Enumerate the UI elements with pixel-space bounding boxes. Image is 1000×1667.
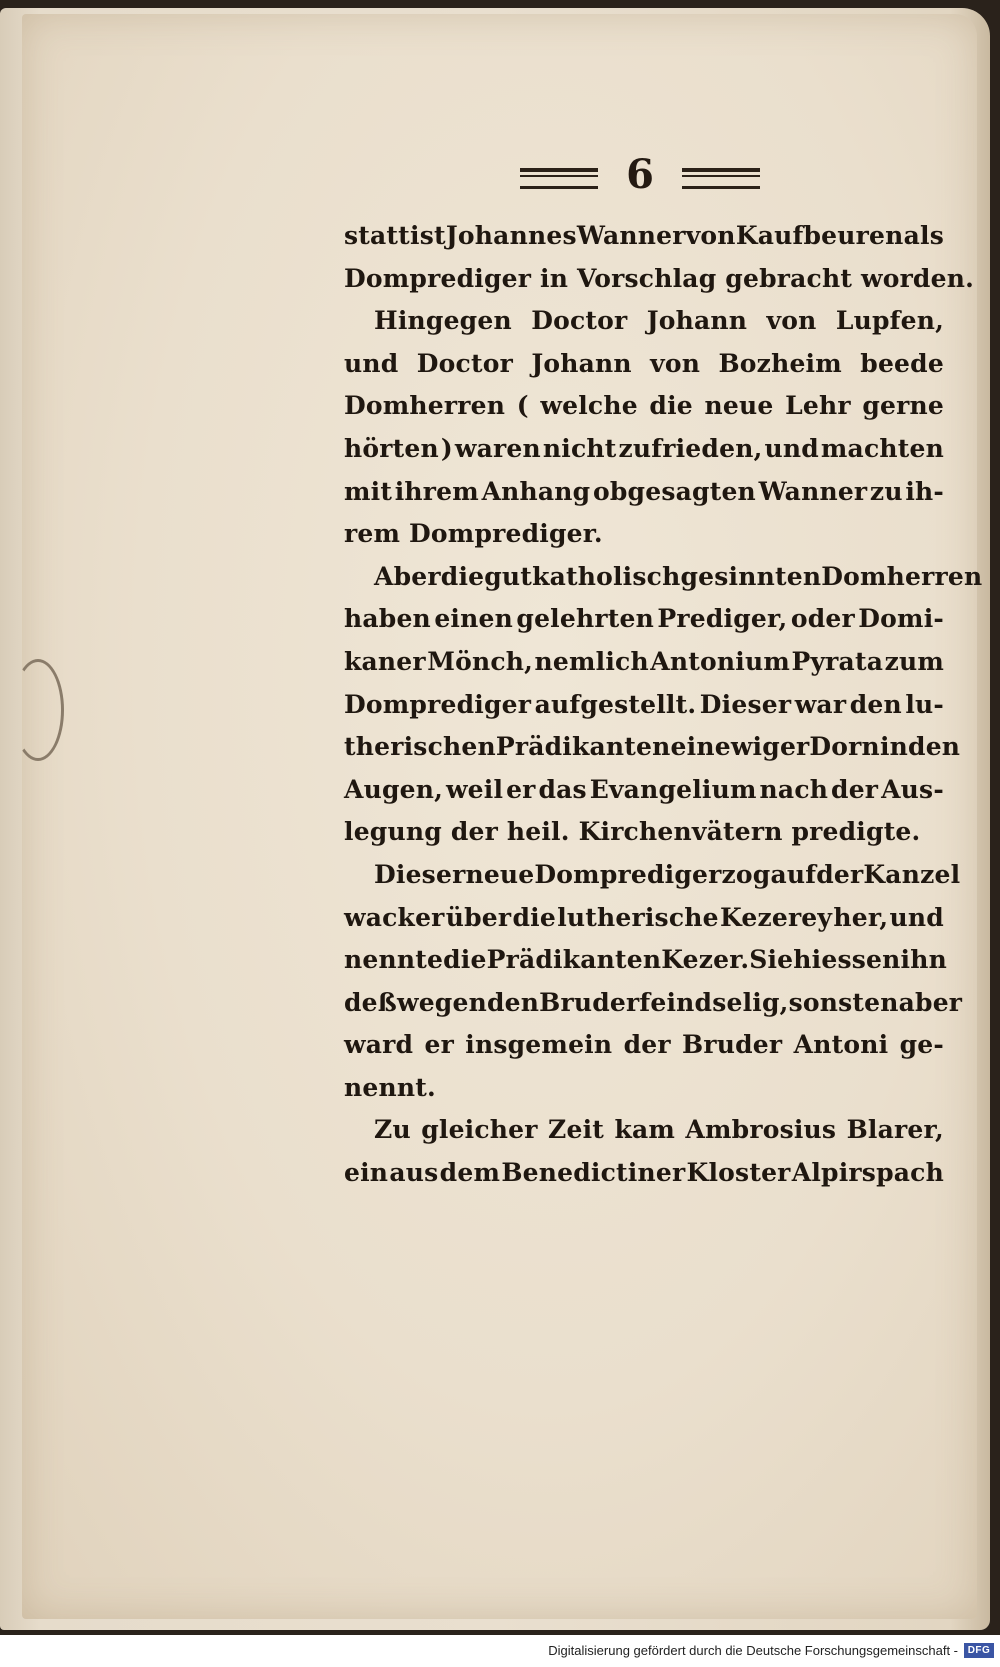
text-line: therischen Prädikanten ein ewiger Dorn in den [344,732,961,762]
text-line: Augen, weil er das Evangelium nach der Aus- [344,774,944,804]
text-line: Aber die gut katholisch gesinnten Domherren [374,561,983,591]
footer-credit: Digitalisierung gefördert durch die Deutsche Forschungsgemeinschaft - [548,1643,958,1658]
text-line: legung der heil. Kirchenvätern predigte. [344,817,921,847]
text-line: haben einen gelehrten Prediger, oder Domi- [344,604,944,634]
text-line: nennte die Prädikanten Kezer. Sie hiessen ihn [344,945,947,975]
text-line: hörten ) waren nicht zufrieden, und machten [344,433,944,463]
text-line: wacker über die lutherische Kezerey her, und [344,902,944,932]
page-number: 6 [626,151,654,198]
footer-bar [0,1635,1000,1667]
text-line: mit ihrem Anhang obgesagten Wanner zu ih- [344,476,944,506]
text-line: Hingegen Doctor Johann von Lupfen, [374,306,944,336]
text-line: Dieser neue Domprediger zog auf der Kanzel [374,859,961,889]
header-rule-left [520,168,598,189]
dfg-logo: DFG [964,1643,994,1658]
text-line: ein aus dem Benedictiner Kloster Alpirspach [344,1158,944,1188]
text-line: statt ist Johannes Wanner von Kaufbeuren als [344,221,944,250]
binding-thread [12,659,64,761]
text-line: Domherren ( welche die neue Lehr gerne [344,391,944,421]
page-header [520,150,760,200]
page-text [344,215,983,1195]
text-line: deßwegen den Bruder feindselig, sonsten aber [344,987,963,1017]
text-line: rem Domprediger. [344,519,603,549]
text-line: nennt. [344,1072,436,1102]
text-line: und Doctor Johann von Bozheim beede [344,348,944,378]
text-line: Domprediger aufgestellt. Dieser war den lu- [344,689,944,719]
text-line: ward er insgemein der Bruder Antoni ge- [344,1030,944,1060]
text-line: Domprediger in Vorschlag gebracht worden. [344,263,975,293]
text-line: Zu gleicher Zeit kam Ambrosius Blarer, [374,1115,944,1145]
text-line: kaner Mönch, nemlich Antonium Pyrata zum [344,646,944,676]
header-rule-right [682,168,760,189]
